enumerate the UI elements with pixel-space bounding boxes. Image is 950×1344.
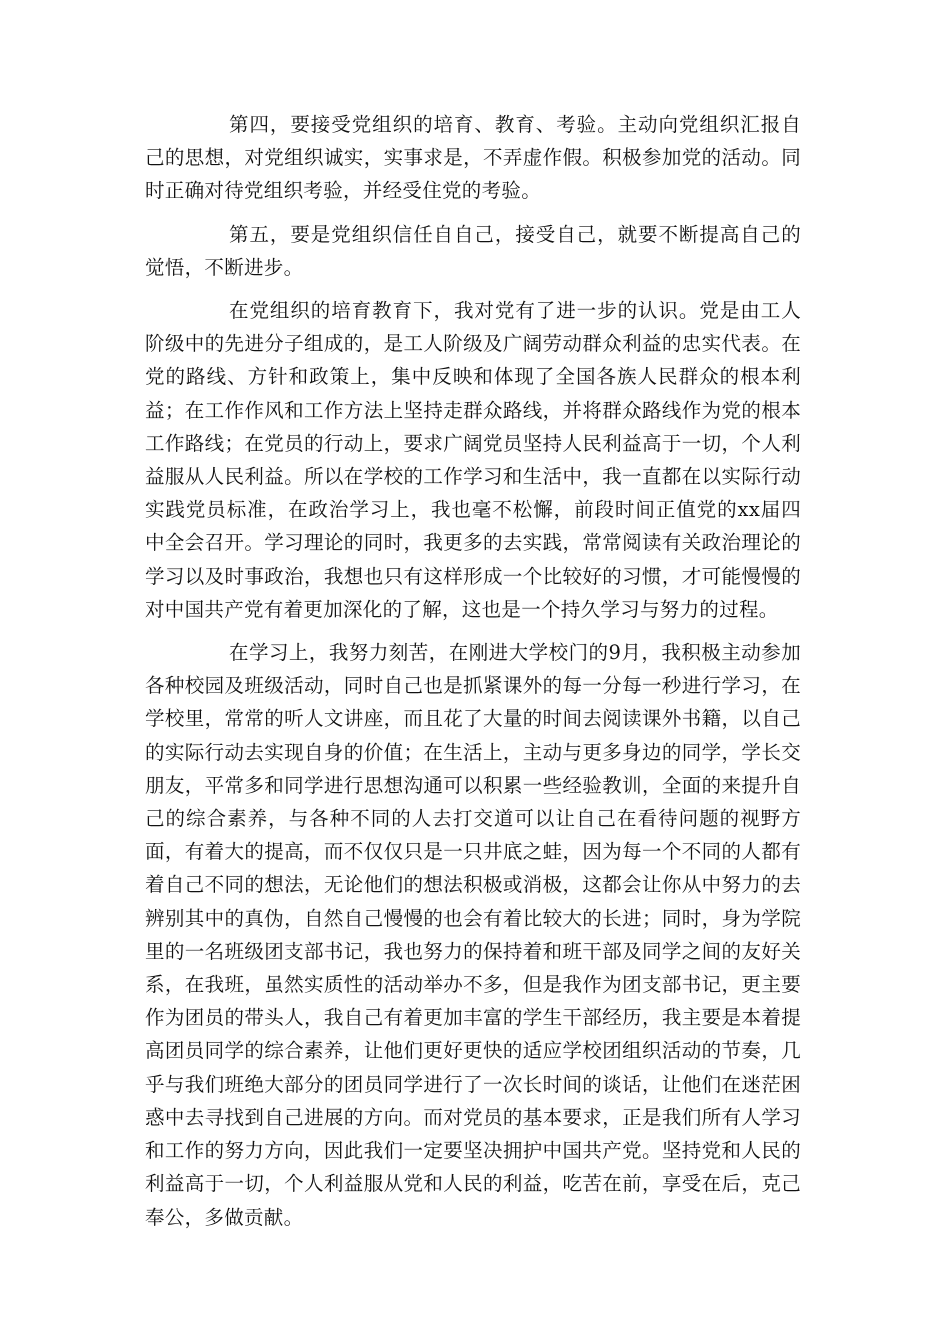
paragraph-4: 在学习上，我努力刻苦，在刚进大学校门的9月，我积极主动参加各种校园及班级活动，同时自己也是抓紧课外的每一分每一秒进行学习，在学校里，常常的听人文讲座，而且花了大量的时间去阅读课外书籍，以自己的实际行动去实现自身的价值；在生活上，主动与更多身边的同学，学长交朋友，平常多和同学进行思想沟通可以积累一些经验教训，全面的来提升自己的综合素养，与各种不同的人去打交道可以让自己在看待问题的视野方面，有着大的提高，而不仅仅只是一只井底之蛙，因为每一个不同的人都有着自己不同的想法，无论他们的想法积极或消极，这都会让你从中努力的去辨别其中的真伪，自然自己慢慢的也会有着比较大的长进；同时，身为学院里的一名班级团支部书记，我也努力的保持着和班干部及同学之间的友好关系，在我班，虽然实质性的活动举办不多，但是我作为团支部书记，更主要作为团员的带头人，我自己有着更加丰富的学生干部经历，我主要是本着提高团员同学的综合素养，让他们更好更快的适应学校团组织活动的节奏，几乎与我们班绝大部分的团员同学进行了一次长时间的谈话，让他们在迷茫困惑中去寻找到自己进展的方向。而对党员的基本要求，正是我们所有人学习和工作的努力方向，因此我们一定要坚决拥护中国共产党。坚持党和人民的利益高于一切，个人利益服从党和人民的利益，吃苦在前，享受在后，克己奉公，多做贡献。 (145, 641, 801, 1229)
paragraph-3: 在党组织的培育教育下，我对党有了进一步的认识。党是由工人阶级中的先进分子组成的，是工人阶级及广阔劳动群众利益的忠实代表。在党的路线、方针和政策上，集中反映和体现了全国各族人民群众的根本利益；在工作作风和工作方法上坚持走群众路线，并将群众路线作为党的根本工作路线；在党员的行动上，要求广阔党员坚持人民利益高于一切，个人利益服从人民利益。所以在学校的工作学习和生活中，我一直都在以实际行动实践党员标准，在政治学习上，我也毫不松懈，前段时间正值党的xx届四中全会召开。学习理论的同时，我更多的去实践，常常阅读有关政治理论的学习以及时事政治，我想也只有这样形成一个比较好的习惯，才可能慢慢的对中国共产党有着更加深化的了解，这也是一个持久学习与努力的过程。 (145, 299, 801, 621)
paragraph-1: 第四，要接受党组织的培育、教育、考验。主动向党组织汇报自己的思想，对党组织诚实，实事求是，不弄虚作假。积极参加党的活动。同时正确对待党组织考验，并经受住党的考验。 (145, 113, 801, 203)
paragraph-2: 第五，要是党组织信任自自己，接受自己，就要不断提高自己的觉悟，不断进步。 (145, 222, 801, 279)
document-body (145, 108, 801, 1244)
